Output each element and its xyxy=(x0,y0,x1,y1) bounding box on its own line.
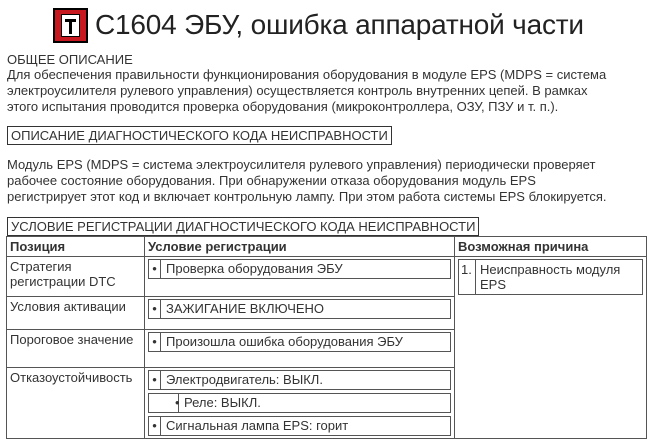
bullet: • xyxy=(149,300,161,318)
bullet: • xyxy=(149,371,161,389)
condition-item xyxy=(148,416,451,436)
row-position: Пороговое значение xyxy=(7,330,145,368)
condition-text: Сигнальная лампа EPS: горит xyxy=(166,418,349,433)
row-condition-cell xyxy=(145,330,455,368)
dtc-description-text xyxy=(7,157,647,205)
condition-text: Произошла ошибка оборудования ЭБУ xyxy=(166,334,403,349)
dtc-description-line: регистрирует этот код и включает контрольную лампу. При этом работа системы EPS блокируется. xyxy=(7,189,607,204)
dtc-description-line: Модуль EPS (MDPS = система электроусилителя рулевого управления) периодически проверяет xyxy=(7,157,596,172)
dtc-conditions-table xyxy=(6,236,647,439)
dtc-conditions-heading: УСЛОВИЕ РЕГИСТРАЦИИ ДИАГНОСТИЧЕСКОГО КОДА НЕИСПРАВНОСТИ xyxy=(7,217,479,236)
warning-sign-icon xyxy=(53,8,88,43)
row-condition-cell xyxy=(145,368,455,439)
condition-subitem xyxy=(148,393,451,413)
row-condition-cell xyxy=(145,257,455,297)
dtc-description-heading: ОПИСАНИЕ ДИАГНОСТИЧЕСКОГО КОДА НЕИСПРАВНОСТИ xyxy=(7,126,392,145)
condition-item xyxy=(148,370,451,390)
condition-text: Электродвигатель: ВЫКЛ. xyxy=(166,372,323,387)
condition-item xyxy=(148,332,451,352)
cause-item xyxy=(458,259,643,295)
cause-number: 1. xyxy=(459,260,476,294)
general-heading: ОБЩЕЕ ОПИСАНИЕ xyxy=(7,52,133,67)
cause-cell xyxy=(455,257,647,439)
row-position: Стратегия регистрации DTC xyxy=(7,257,145,297)
condition-text: Проверка оборудования ЭБУ xyxy=(166,261,343,276)
cause-text: Неисправность модуля EPS xyxy=(480,262,621,292)
general-line: электроусилителя рулевого управления) осуществляется контроль внутренних цепей. В рамках xyxy=(7,83,588,98)
bullet: • xyxy=(149,417,161,435)
condition-item xyxy=(148,259,451,279)
general-line: этого испытания проводится проверка оборудования (микроконтроллера, ОЗУ, ПЗУ и т. п.). xyxy=(7,99,559,114)
bullet: • xyxy=(149,260,161,278)
general-line: Для обеспечения правильности функционирования оборудования в модуле EPS (MDPS = система xyxy=(7,67,607,82)
table-row xyxy=(7,257,647,297)
bullet: • xyxy=(149,394,179,412)
column-header-condition: Условие регистрации xyxy=(145,237,455,257)
column-header-position: Позиция xyxy=(7,237,145,257)
bullet: • xyxy=(149,333,161,351)
condition-text: Реле: ВЫКЛ. xyxy=(184,395,261,410)
page-header xyxy=(53,5,584,45)
row-condition-cell xyxy=(145,297,455,330)
general-description xyxy=(7,67,647,115)
page-title: C1604 ЭБУ, ошибка аппаратной части xyxy=(95,9,584,40)
condition-text: ЗАЖИГАНИЕ ВКЛЮЧЕНО xyxy=(166,301,325,316)
dtc-description-line: рабочее состояние оборудования. При обнаружении отказа оборудования модуль EPS xyxy=(7,173,536,188)
condition-item xyxy=(148,299,451,319)
table-header-row xyxy=(7,237,647,257)
row-position: Условия активации xyxy=(7,297,145,330)
column-header-cause: Возможная причина xyxy=(455,237,647,257)
row-position: Отказоустойчивость xyxy=(7,368,145,439)
